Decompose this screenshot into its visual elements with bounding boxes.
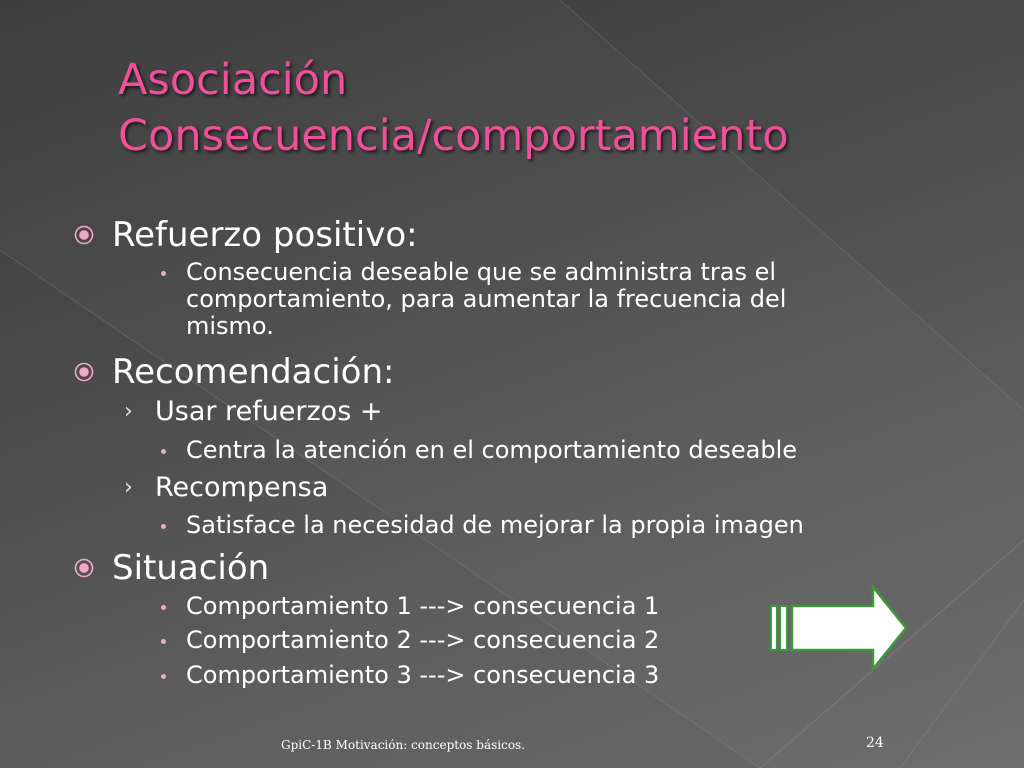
list-item: Satisface la necesidad de mejorar la propia imagen	[186, 511, 804, 539]
list-item-line: comportamiento, para aumentar la frecuencia del	[186, 285, 787, 313]
list-item-line: Consecuencia deseable que se administra tras el	[186, 258, 777, 286]
list-item-line: mismo.	[186, 312, 274, 340]
section-heading-recomendacion: Recomendación:	[112, 352, 395, 392]
circled-dot-icon	[74, 225, 94, 245]
dot-icon	[161, 639, 166, 644]
list-item: Comportamiento 2 ---> consecuencia 2	[186, 626, 660, 654]
circled-dot-icon	[74, 362, 94, 382]
chevron-right-icon: ›	[124, 475, 133, 500]
circled-dot-icon	[74, 558, 94, 578]
dot-icon	[161, 605, 166, 610]
slide-title-line-2: Consecuencia/comportamiento	[118, 111, 789, 161]
dot-icon	[161, 271, 166, 276]
chevron-right-icon: ›	[124, 399, 133, 424]
sub-item-label: Recompensa	[155, 472, 329, 503]
page-number: 24	[866, 735, 884, 751]
dot-icon	[161, 524, 166, 529]
footer-text: GpiC-1B Motivación: conceptos básicos.	[281, 738, 526, 752]
striped-right-arrow-icon	[768, 585, 910, 671]
slide-title-line-1: Asociación	[118, 55, 348, 105]
list-item: Comportamiento 1 ---> consecuencia 1	[186, 592, 660, 620]
dot-icon	[161, 449, 166, 454]
section-heading-refuerzo: Refuerzo positivo:	[112, 215, 418, 255]
sub-item-label: Usar refuerzos +	[155, 396, 383, 427]
list-item: Centra la atención en el comportamiento deseable	[186, 436, 798, 464]
list-item: Comportamiento 3 ---> consecuencia 3	[186, 661, 660, 689]
list-item	[186, 259, 926, 340]
dot-icon	[161, 674, 166, 679]
section-heading-situacion: Situación	[112, 548, 270, 588]
